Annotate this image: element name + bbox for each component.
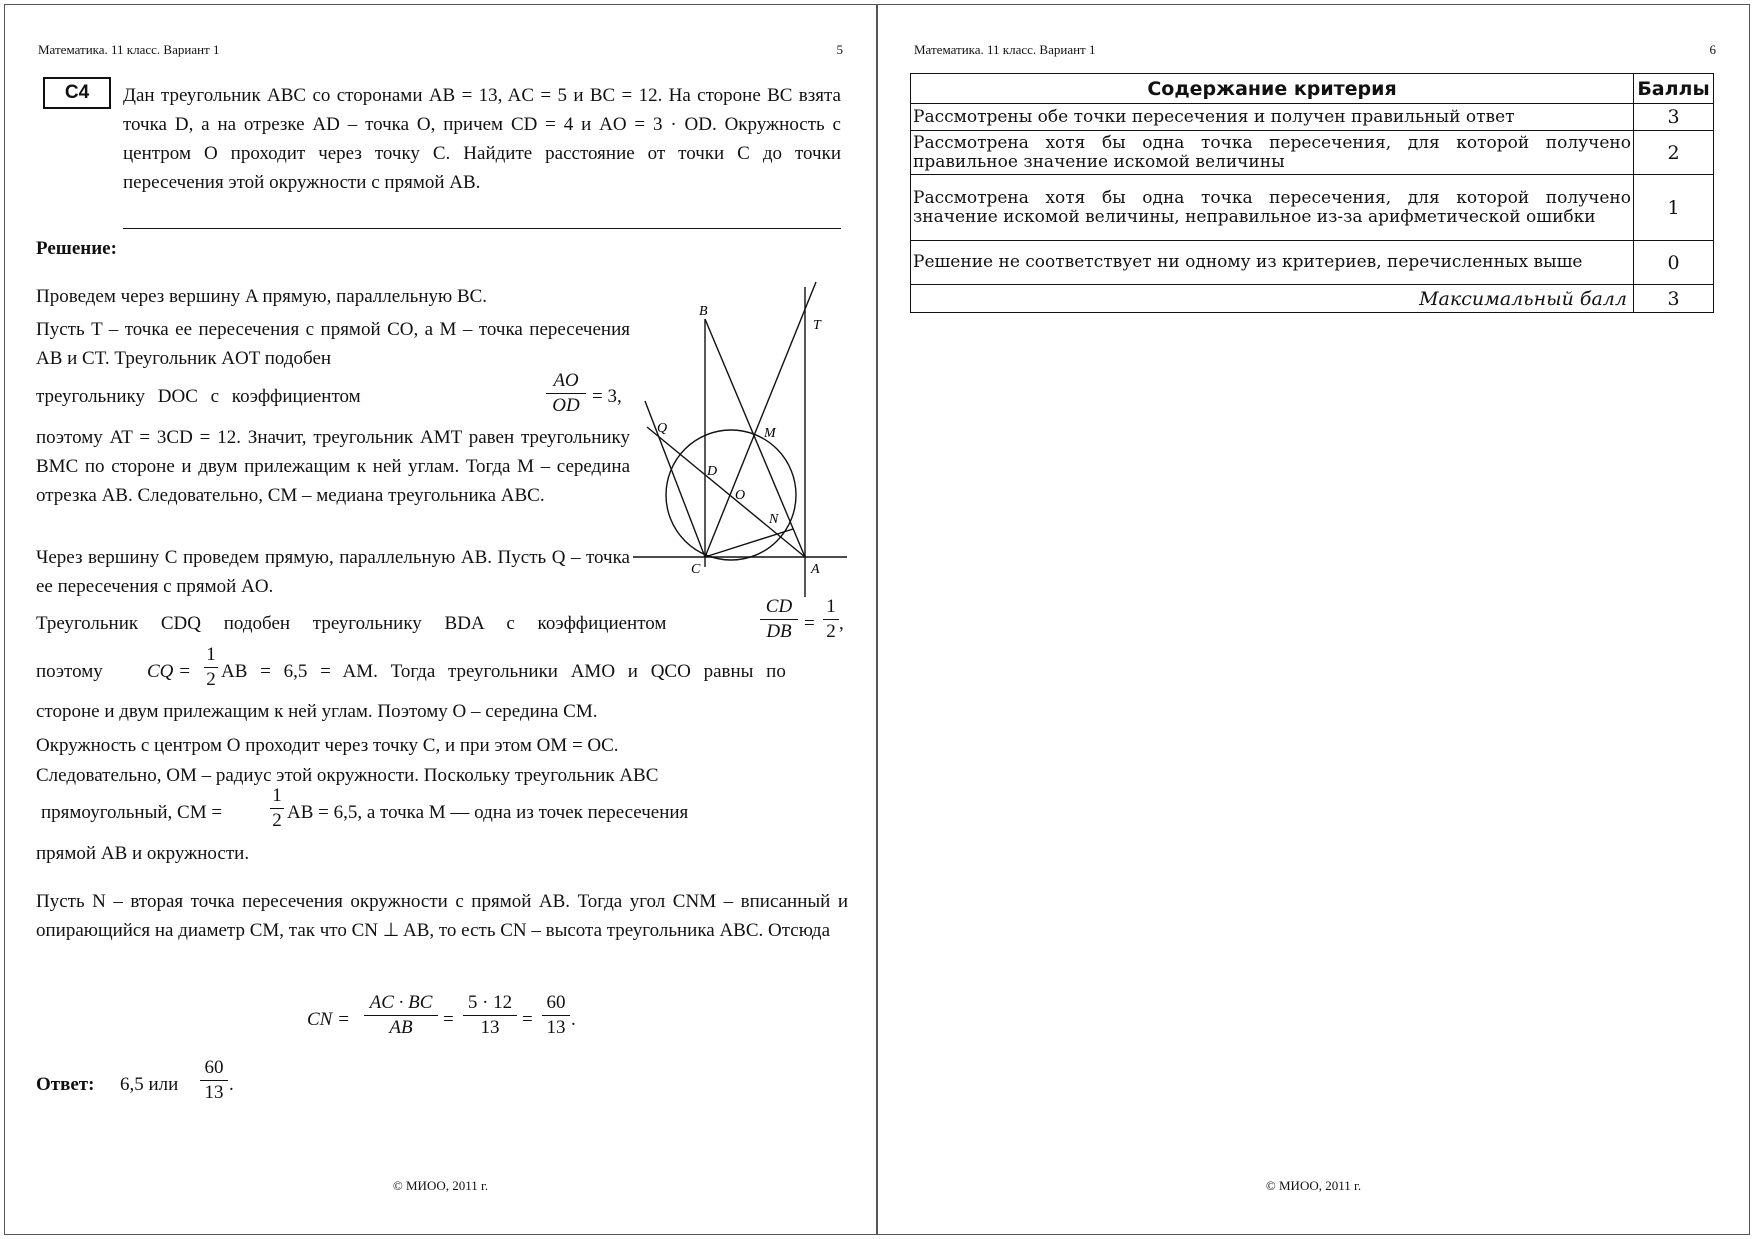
fraction-numerator: AC · BC	[369, 992, 433, 1013]
fraction-result: = 3,	[592, 386, 622, 407]
line-cq-parallel-ab	[645, 401, 705, 557]
fraction-denominator: 13	[542, 1015, 570, 1040]
solution-paragraph-3d: стороне и двум прилежащим к ней углам. Поэтому O – середина CM.	[36, 701, 598, 722]
column-header-content: Содержание критерия	[911, 74, 1634, 104]
criterion-text: Рассмотрена хотя бы одна точка пересечения, для которой получено значение искомой величины, неправильное из-за арифметической ошибки	[911, 175, 1634, 241]
fraction-numerator: 5 · 12	[467, 992, 513, 1013]
fraction-denominator: 2	[823, 619, 839, 644]
table-row	[911, 175, 1714, 241]
cq-equation: CQ =	[147, 661, 191, 682]
solution-paragraph-4c: AB = 6,5, а точка M — одна из точек пересечения	[287, 802, 689, 823]
fraction-denominator: AB	[364, 1015, 438, 1040]
equals-sign: =	[804, 613, 815, 634]
fraction-numerator: 1	[206, 644, 216, 665]
column-header-points: Баллы	[1634, 74, 1714, 104]
max-score-label: Максимальный балл	[911, 285, 1634, 313]
fraction-denominator: 2	[204, 667, 218, 692]
period: .	[229, 1074, 234, 1095]
period: .	[571, 1009, 576, 1030]
segment-cn	[705, 529, 793, 557]
criterion-points: 3	[1634, 104, 1714, 131]
fraction-half-cm	[270, 784, 284, 833]
geometry-figure	[633, 277, 853, 607]
fraction-ac-bc-ab	[364, 991, 438, 1040]
line-ct	[705, 282, 816, 557]
table-row	[911, 131, 1714, 175]
task-divider	[123, 228, 841, 229]
criterion-text: Решение не соответствует ни одному из критериев, перечисленных выше	[911, 241, 1634, 285]
label-c: C	[691, 562, 701, 577]
table-row	[911, 104, 1714, 131]
max-score-value: 3	[1634, 285, 1714, 313]
fraction-half-ab	[204, 643, 218, 692]
label-a: A	[811, 562, 820, 577]
fraction-denominator: 13	[200, 1080, 228, 1105]
fraction-denominator: DB	[760, 619, 798, 644]
solution-paragraph-2c: поэтому AT = 3CD = 12. Значит, треугольник AMT равен треугольнику BMC по стороне и двум прилежащим к ней углам. Тогда M – середина отрезка AB. Следовательно, CM – медиана треугольника ABC.	[36, 427, 630, 506]
solution-paragraph-1: Проведем через вершину A прямую, параллельную BC.	[36, 286, 488, 307]
fraction-60-over-13-expanded	[463, 991, 517, 1040]
solution-paragraph-4d: прямой AB и окружности.	[36, 843, 250, 864]
table-row	[911, 241, 1714, 285]
label-d: D	[707, 464, 718, 479]
running-header: Математика. 11 класс. Вариант 1	[38, 42, 220, 57]
fraction-numerator: AO	[553, 370, 579, 391]
label-m: M	[764, 426, 776, 441]
criterion-points: 0	[1634, 241, 1714, 285]
solution-paragraph-2b: треугольнику DOC с коэффициентом	[36, 386, 361, 407]
table-header-row	[911, 74, 1714, 104]
page-number: 6	[1709, 42, 1716, 57]
answer-text: 6,5 или	[120, 1074, 179, 1095]
fraction-numerator: 1	[272, 785, 282, 806]
solution-paragraph-4b: Следовательно, OM – радиус этой окружности. Поскольку треугольник ABC	[36, 765, 659, 786]
fraction-denominator: 13	[463, 1015, 517, 1040]
fraction-numerator: CD	[765, 596, 793, 617]
solution-paragraph-2a: Пусть T – точка ее пересечения с прямой CO, а M – точка пересечения AB и CT. Треугольник AOT подобен	[36, 319, 630, 369]
label-t: T	[813, 318, 821, 333]
line-qa	[647, 427, 805, 557]
solution-paragraph-3c-lead: поэтому	[36, 661, 103, 682]
fraction-denominator: 2	[270, 808, 284, 833]
equals-sign: =	[522, 1009, 533, 1030]
solution-paragraph-5: Пусть N – вторая точка пересечения окружности с прямой AB. Тогда угол CNM – вписанный и опирающийся на диаметр CM, так что CN ⊥ AB, то есть CN – высота треугольника ABC. Отсюда	[36, 891, 848, 941]
equation-lhs: CN =	[307, 1009, 350, 1030]
page-left	[4, 4, 877, 1235]
page-right	[877, 4, 1750, 1235]
fraction-denominator: OD	[546, 393, 586, 418]
criterion-points: 2	[1634, 131, 1714, 175]
solution-paragraph-3a: Через вершину C проведем прямую, параллельную AB. Пусть Q – точка ее пересечения с прямой AO.	[36, 547, 630, 597]
page-footer: © МИОО, 2011 г.	[1265, 1178, 1362, 1193]
page-footer: © МИОО, 2011 г.	[392, 1178, 489, 1193]
circle-center-o	[666, 430, 796, 560]
criterion-points: 1	[1634, 175, 1714, 241]
page-number: 5	[836, 42, 843, 57]
fraction-numerator: 60	[546, 992, 566, 1013]
criterion-text: Рассмотрена хотя бы одна точка пересечения, для которой получено правильное значение искомой величины	[911, 131, 1634, 175]
task-label: C4	[43, 77, 111, 109]
equals-sign: =	[443, 1009, 454, 1030]
table-row-max	[911, 285, 1714, 313]
fraction-numerator: 60	[204, 1057, 224, 1078]
fraction-60-over-13	[542, 991, 570, 1040]
label-q: Q	[657, 421, 668, 436]
label-o: O	[735, 488, 746, 503]
running-header: Математика. 11 класс. Вариант 1	[914, 42, 1096, 57]
comma: ,	[839, 613, 844, 634]
solution-paragraph-4c-lead: прямоугольный, CM =	[41, 802, 223, 823]
answer-label: Ответ:	[36, 1074, 95, 1095]
criteria-table	[910, 73, 1714, 313]
solution-heading: Решение:	[36, 238, 117, 259]
task-text: Дан треугольник ABC со сторонами AB = 13, AC = 5 и BC = 12. На стороне BC взята точка D, а на отрезке AD – точка O, причем CD = 4 и AO = 3 · OD. Окружность с центром O проходит через точку C. Найдите расстояние от точки C до точки пересечения этой окружности с прямой AB.	[123, 85, 841, 193]
label-n: N	[769, 512, 779, 527]
label-b: B	[699, 304, 708, 319]
criterion-text: Рассмотрены обе точки пересечения и получен правильный ответ	[911, 104, 1634, 131]
solution-paragraph-3c: AB = 6,5 = AM. Тогда треугольники AMO и QCO равны по	[221, 661, 786, 682]
fraction-ao-od	[546, 369, 586, 418]
solution-paragraph-3b: Треугольник CDQ подобен треугольнику BDA с коэффициентом	[36, 613, 667, 634]
solution-paragraph-4a: Окружность с центром O проходит через точку C, и при этом OM = OC.	[36, 735, 619, 756]
answer-fraction	[200, 1056, 228, 1105]
fraction-numerator: 1	[826, 596, 836, 617]
